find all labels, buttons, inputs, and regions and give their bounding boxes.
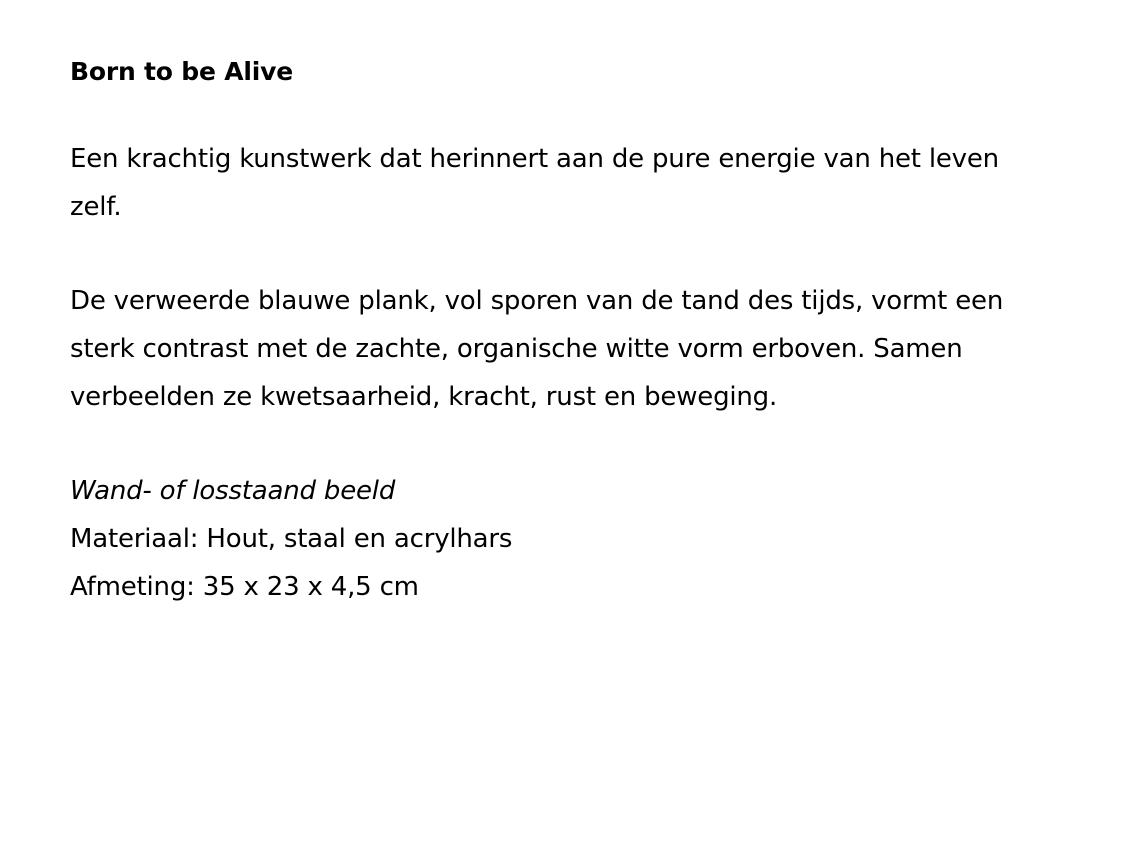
spec-material: Materiaal: Hout, staal en acrylhars	[70, 523, 513, 554]
spacer-between-paragraphs	[70, 231, 1064, 277]
page-title: Born to be Alive	[70, 57, 293, 86]
spacer-after-title	[70, 89, 1064, 135]
intro-paragraph: Een krachtig kunstwerk dat herinnert aan de pure energie van het leven zelf.	[70, 143, 999, 222]
artwork-specifications	[70, 467, 1064, 611]
spacer-before-specs	[70, 421, 1064, 467]
spec-dimensions: Afmeting: 35 x 23 x 4,5 cm	[70, 571, 419, 602]
description-paragraph: De verweerde blauwe plank, vol sporen van de tand des tijds, vormt een sterk contrast met de zachte, organische witte vorm erboven. Samen verbeelden ze kwetsaarheid, kracht, rust en beweging.	[70, 285, 1004, 412]
spec-type: Wand- of losstaand beeld	[70, 475, 396, 506]
